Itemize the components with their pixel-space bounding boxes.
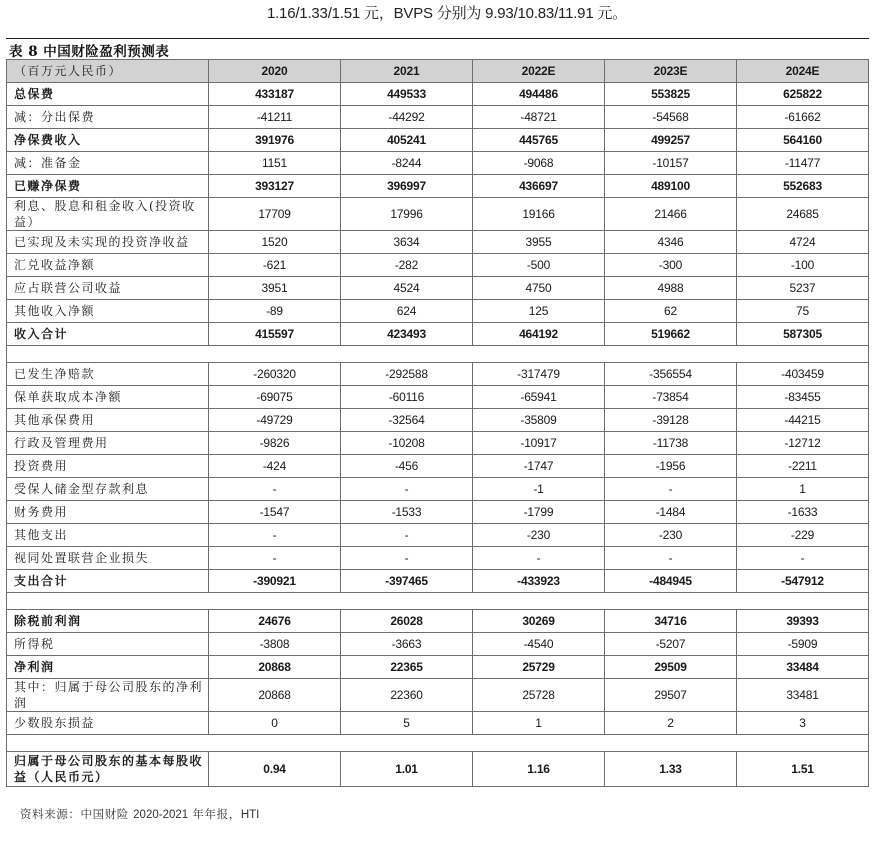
value-cell: 423493 [341,323,473,346]
value-cell: 494486 [473,83,605,106]
row-label: 利息、股息和租金收入(投资收益） [7,198,209,231]
value-cell: 25729 [473,656,605,679]
value-cell: 3955 [473,231,605,254]
value-cell: -49729 [209,409,341,432]
value-cell: -317479 [473,363,605,386]
profit-forecast-table [6,59,869,787]
value-cell: 4524 [341,277,473,300]
table-header-row [7,60,869,83]
value-cell: -3808 [209,633,341,656]
row-label: 其他收入净额 [7,300,209,323]
value-cell: -65941 [473,386,605,409]
source-org: HTI [240,809,260,821]
value-cell: - [737,547,869,570]
value-cell: 17996 [341,198,473,231]
column-header: 2020 [209,60,341,83]
value-cell: -500 [473,254,605,277]
value-cell: -39128 [605,409,737,432]
value-cell: 21466 [605,198,737,231]
table-row [7,455,869,478]
value-cell: 29509 [605,656,737,679]
value-cell: -1533 [341,501,473,524]
value-cell: 24676 [209,610,341,633]
value-cell: - [341,547,473,570]
table-row [7,323,869,346]
value-cell: -397465 [341,570,473,593]
value-cell: 489100 [605,175,737,198]
value-cell: 4750 [473,277,605,300]
value-cell: -73854 [605,386,737,409]
value-cell: 625822 [737,83,869,106]
table-row [7,409,869,432]
row-label: 汇兑收益净额 [7,254,209,277]
table-row [7,524,869,547]
spacer-cell [7,346,869,363]
value-cell: -1633 [737,501,869,524]
table-row [7,129,869,152]
value-cell: -54568 [605,106,737,129]
table-row [7,712,869,735]
value-cell: -9826 [209,432,341,455]
row-label: 已发生净赔款 [7,363,209,386]
row-label: 收入合计 [7,323,209,346]
table-row [7,175,869,198]
value-cell: 62 [605,300,737,323]
value-cell: -41211 [209,106,341,129]
value-cell: -44215 [737,409,869,432]
value-cell: 1.16 [473,752,605,787]
value-cell: -230 [605,524,737,547]
table-row [7,363,869,386]
value-cell: -433923 [473,570,605,593]
value-cell: -1747 [473,455,605,478]
value-cell: 1151 [209,152,341,175]
row-label: 投资费用 [7,455,209,478]
row-label: 视同处置联营企业损失 [7,547,209,570]
value-cell: -9068 [473,152,605,175]
value-cell: -1799 [473,501,605,524]
value-cell: - [209,478,341,501]
value-cell: 1520 [209,231,341,254]
row-label: 已实现及未实现的投资净收益 [7,231,209,254]
value-cell: -403459 [737,363,869,386]
value-cell: -356554 [605,363,737,386]
value-cell: -229 [737,524,869,547]
table-row [7,610,869,633]
value-cell: 30269 [473,610,605,633]
value-cell: -48721 [473,106,605,129]
spacer-row [7,735,869,752]
value-cell: 34716 [605,610,737,633]
value-cell: 1 [473,712,605,735]
value-cell: - [341,478,473,501]
value-cell: 4346 [605,231,737,254]
table-row [7,547,869,570]
value-cell: 75 [737,300,869,323]
value-cell: 2 [605,712,737,735]
table-row [7,198,869,231]
value-cell: 0 [209,712,341,735]
value-cell: 553825 [605,83,737,106]
value-cell: -4540 [473,633,605,656]
column-header: 2022E [473,60,605,83]
source-suffix: 年年报， [188,807,241,821]
value-cell: 1 [737,478,869,501]
spacer-row [7,346,869,363]
table-row [7,106,869,129]
source-note [20,806,259,822]
row-label: 净保费收入 [7,129,209,152]
value-cell: 3 [737,712,869,735]
value-cell: -1484 [605,501,737,524]
source-prefix: 资料来源：中国财险 [20,807,134,821]
value-cell: -11477 [737,152,869,175]
table-row [7,83,869,106]
value-cell: 125 [473,300,605,323]
value-cell: -61662 [737,106,869,129]
value-cell: 20868 [209,679,341,712]
value-cell: - [473,547,605,570]
value-cell: -456 [341,455,473,478]
value-cell: -1 [473,478,605,501]
row-label: 应占联营公司收益 [7,277,209,300]
value-cell: 22360 [341,679,473,712]
value-cell: 1.01 [341,752,473,787]
value-cell: -300 [605,254,737,277]
table-row [7,432,869,455]
value-cell: -260320 [209,363,341,386]
column-header: 2021 [341,60,473,83]
row-label: 减：准备金 [7,152,209,175]
value-cell: 552683 [737,175,869,198]
value-cell: -424 [209,455,341,478]
value-cell: - [209,524,341,547]
value-cell: -282 [341,254,473,277]
value-cell: -10917 [473,432,605,455]
value-cell: -621 [209,254,341,277]
row-label: 保单获取成本净额 [7,386,209,409]
value-cell: -1547 [209,501,341,524]
table-row [7,231,869,254]
value-cell: 624 [341,300,473,323]
value-cell: -5909 [737,633,869,656]
value-cell: -32564 [341,409,473,432]
value-cell: 5 [341,712,473,735]
value-cell: 1.33 [605,752,737,787]
value-cell: -484945 [605,570,737,593]
value-cell: 1.51 [737,752,869,787]
value-cell: 26028 [341,610,473,633]
value-cell: -10157 [605,152,737,175]
value-cell: 4724 [737,231,869,254]
table-row [7,570,869,593]
value-cell: -547912 [737,570,869,593]
value-cell: 464192 [473,323,605,346]
row-label: 净利润 [7,656,209,679]
row-label: 归属于母公司股东的基本每股收益（人民币元） [7,752,209,787]
table-row [7,501,869,524]
table-row [7,152,869,175]
table-caption: 表 8 中国财险盈利预测表 [9,44,170,60]
row-label: 财务费用 [7,501,209,524]
value-cell: -100 [737,254,869,277]
value-cell: - [605,547,737,570]
value-cell: -83455 [737,386,869,409]
column-header: 2024E [737,60,869,83]
value-cell: -89 [209,300,341,323]
table-row [7,300,869,323]
row-label: 其他支出 [7,524,209,547]
value-cell: 396997 [341,175,473,198]
value-cell: 17709 [209,198,341,231]
table-row [7,679,869,712]
source-years: 2020-2021 [133,809,189,821]
column-header: 2023E [605,60,737,83]
value-cell: 29507 [605,679,737,712]
table-row [7,752,869,787]
value-cell: 24685 [737,198,869,231]
value-cell: - [209,547,341,570]
value-cell: -35809 [473,409,605,432]
value-cell: 4988 [605,277,737,300]
caption-rule [6,38,869,39]
value-cell: 33481 [737,679,869,712]
value-cell: -10208 [341,432,473,455]
spacer-cell [7,735,869,752]
spacer-row [7,593,869,610]
unit-header: （百万元人民币） [7,60,209,83]
value-cell: 393127 [209,175,341,198]
table-body [7,83,869,787]
value-cell: 33484 [737,656,869,679]
value-cell: - [341,524,473,547]
value-cell: 436697 [473,175,605,198]
value-cell: 405241 [341,129,473,152]
table-row [7,656,869,679]
value-cell: 445765 [473,129,605,152]
value-cell: -3663 [341,633,473,656]
intro-text: 1.16/1.33/1.51 元，BVPS 分别为 9.93/10.83/11.91 元。 [266,5,628,22]
value-cell: -292588 [341,363,473,386]
value-cell: 20868 [209,656,341,679]
value-cell: -11738 [605,432,737,455]
value-cell: 519662 [605,323,737,346]
row-label: 除税前利润 [7,610,209,633]
row-label: 其中：归属于母公司股东的净利润 [7,679,209,712]
row-label: 少数股东损益 [7,712,209,735]
value-cell: 39393 [737,610,869,633]
row-label: 所得税 [7,633,209,656]
table-row [7,386,869,409]
table-row [7,633,869,656]
value-cell: 5237 [737,277,869,300]
value-cell: -8244 [341,152,473,175]
row-label: 已赚净保费 [7,175,209,198]
value-cell: -390921 [209,570,341,593]
value-cell: 391976 [209,129,341,152]
value-cell: -5207 [605,633,737,656]
row-label: 受保人储金型存款利息 [7,478,209,501]
row-label: 减：分出保费 [7,106,209,129]
row-label: 总保费 [7,83,209,106]
spacer-cell [7,593,869,610]
value-cell: -44292 [341,106,473,129]
value-cell: 449533 [341,83,473,106]
row-label: 其他承保费用 [7,409,209,432]
value-cell: 19166 [473,198,605,231]
value-cell: -1956 [605,455,737,478]
value-cell: - [605,478,737,501]
row-label: 行政及管理费用 [7,432,209,455]
value-cell: 564160 [737,129,869,152]
value-cell: -60116 [341,386,473,409]
value-cell: -230 [473,524,605,547]
value-cell: -12712 [737,432,869,455]
table-row [7,254,869,277]
value-cell: 3634 [341,231,473,254]
value-cell: 433187 [209,83,341,106]
value-cell: 25728 [473,679,605,712]
value-cell: 587305 [737,323,869,346]
value-cell: -2211 [737,455,869,478]
value-cell: 0.94 [209,752,341,787]
value-cell: 22365 [341,656,473,679]
value-cell: -69075 [209,386,341,409]
value-cell: 499257 [605,129,737,152]
table-row [7,277,869,300]
value-cell: 3951 [209,277,341,300]
row-label: 支出合计 [7,570,209,593]
table-row [7,478,869,501]
value-cell: 415597 [209,323,341,346]
